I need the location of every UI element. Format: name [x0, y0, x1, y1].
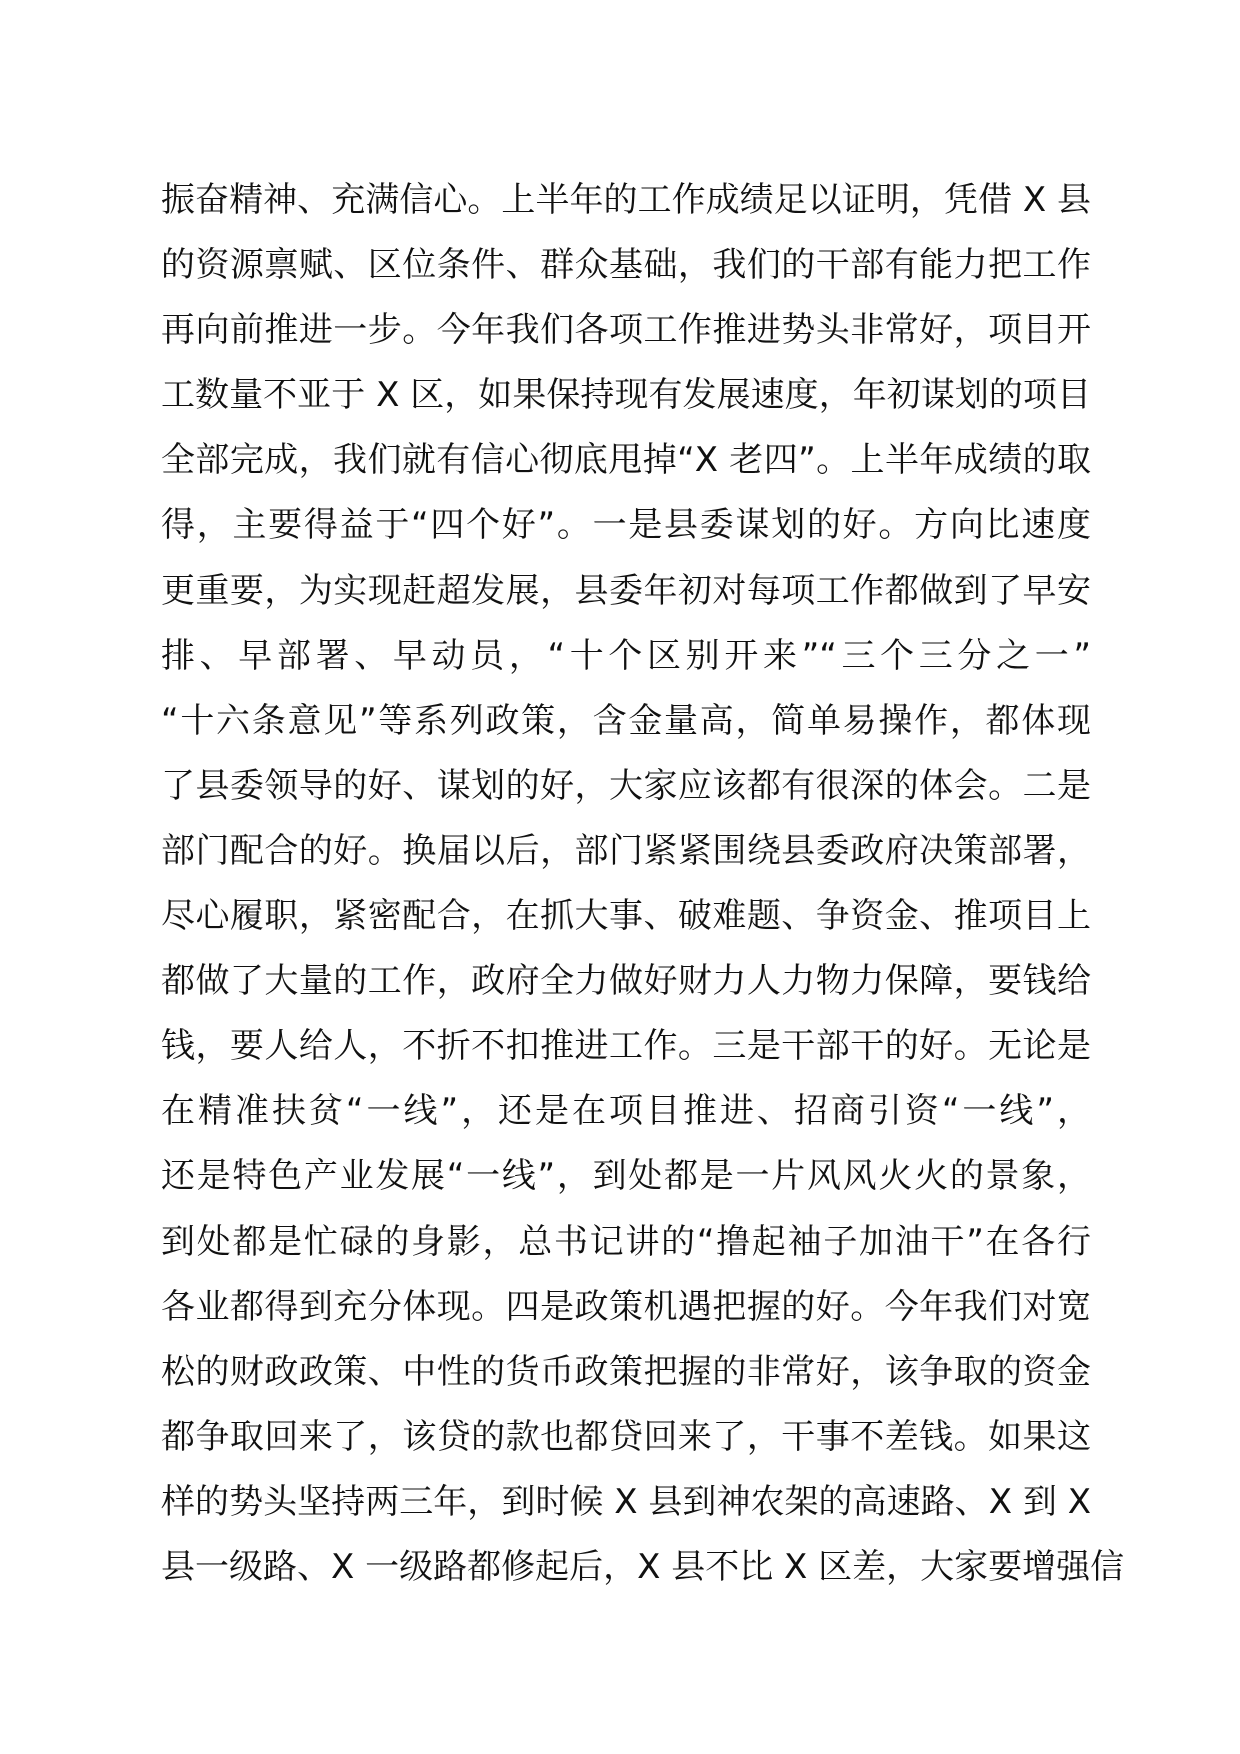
- text-line: 全部完成，我们就有信心彻底甩掉“X 老四”。上半年成绩的取: [161, 440, 1091, 481]
- text-line: 更重要，为实现赶超发展，县委年初对每项工作都做到了早安: [161, 570, 1091, 611]
- text-line: 钱，要人给人，不折不扣推进工作。三是干部干的好。无论是: [161, 1026, 1091, 1067]
- text-line: 了县委领导的好、谋划的好，大家应该都有很深的体会。二是: [161, 765, 1091, 806]
- text-line: 得，主要得益于“四个好”。一是县委谋划的好。方向比速度: [161, 505, 1091, 546]
- text-line: 各业都得到充分体现。四是政策机遇把握的好。今年我们对宽: [161, 1286, 1091, 1327]
- body-text: [161, 168, 1125, 1600]
- text-line: 都做了大量的工作，政府全力做好财力人力物力保障，要钱给: [161, 961, 1091, 1002]
- text-line: 在精准扶贫“一线”，还是在项目推进、招商引资“一线”，: [161, 1091, 1091, 1132]
- text-line: 部门配合的好。换届以后，部门紧紧围绕县委政府决策部署，: [161, 830, 1091, 871]
- text-line: 工数量不亚于 X 区，如果保持现有发展速度，年初谋划的项目: [161, 375, 1091, 416]
- text-line: “十六条意见”等系列政策，含金量高，简单易操作，都体现: [161, 700, 1091, 741]
- text-line: 都争取回来了，该贷的款也都贷回来了，干事不差钱。如果这: [161, 1416, 1091, 1457]
- text-line: 松的财政政策、中性的货币政策把握的非常好，该争取的资金: [161, 1351, 1091, 1392]
- text-line: 到处都是忙碌的身影，总书记讲的“撸起袖子加油干”在各行: [161, 1221, 1091, 1262]
- text-line: 排、早部署、早动员，“十个区别开来”“三个三分之一”: [161, 635, 1091, 676]
- text-line: 还是特色产业发展“一线”，到处都是一片风风火火的景象，: [161, 1156, 1091, 1197]
- text-line: 再向前推进一步。今年我们各项工作推进势头非常好，项目开: [161, 310, 1091, 351]
- text-line: 的资源禀赋、区位条件、群众基础，我们的干部有能力把工作: [161, 245, 1091, 286]
- text-line: 振奋精神、充满信心。上半年的工作成绩足以证明，凭借 X 县: [161, 180, 1091, 220]
- text-line: 县一级路、X 一级路都修起后，X 县不比 X 区差，大家要增强信: [161, 1546, 1125, 1587]
- text-line: 样的势头坚持两三年，到时候 X 县到神农架的高速路、X 到 X: [161, 1481, 1091, 1522]
- text-line: 尽心履职，紧密配合，在抓大事、破难题、争资金、推项目上: [161, 896, 1091, 937]
